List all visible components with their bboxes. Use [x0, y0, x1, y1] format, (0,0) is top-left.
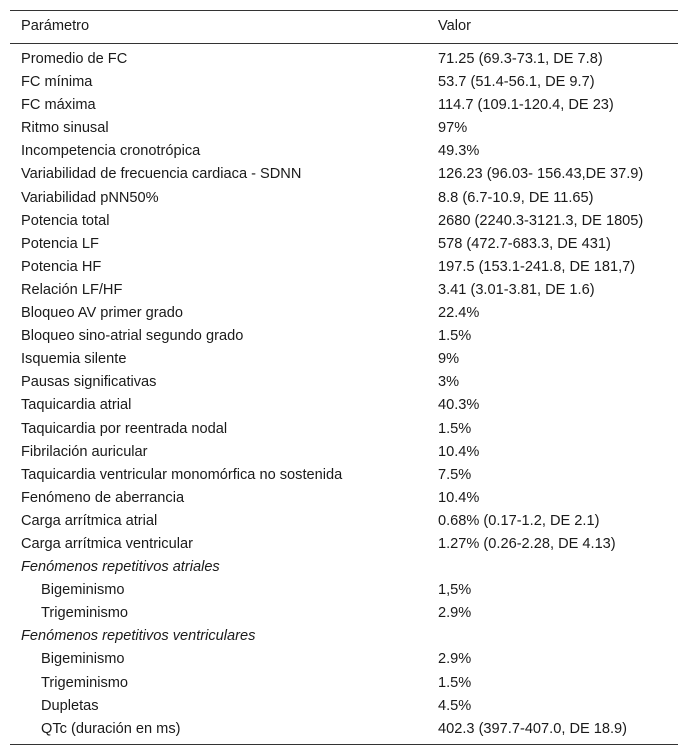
- parameter-cell: Ritmo sinusal: [21, 120, 109, 137]
- parameter-cell: Pausas significativas: [21, 374, 157, 391]
- parameter-cell: Taquicardia por reentrada nodal: [21, 420, 228, 437]
- value-cell: 2680 (2240.3-3121.3, DE 1805): [438, 212, 644, 229]
- value-cell: [438, 556, 678, 579]
- table-row: [10, 695, 678, 718]
- value-cell: 22.4%: [438, 305, 480, 322]
- value-cell: 0.68% (0.17-1.2, DE 2.1): [438, 512, 600, 529]
- header-row: [10, 11, 678, 44]
- parameter-cell: Taquicardia ventricular monomórfica no sostenida: [21, 466, 343, 483]
- value-cell: [438, 625, 678, 648]
- table-body: [10, 44, 678, 745]
- table-row: [10, 279, 678, 302]
- section-label: Fenómenos repetitivos ventriculares: [21, 628, 256, 645]
- section-label: Fenómenos repetitivos atriales: [21, 559, 220, 576]
- section-row: [10, 556, 678, 579]
- parameter-cell: FC mínima: [21, 74, 93, 91]
- parameter-cell: Bigeminismo: [41, 651, 125, 668]
- table-row: [10, 648, 678, 671]
- table-row: [10, 140, 678, 163]
- table-row: [10, 94, 678, 117]
- section-row: [10, 625, 678, 648]
- value-cell: 1.5%: [438, 420, 472, 437]
- value-cell: 1.27% (0.26-2.28, DE 4.13): [438, 535, 616, 552]
- table-row: [10, 672, 678, 695]
- value-cell: 126.23 (96.03- 156.43,DE 37.9): [438, 166, 644, 183]
- table-row: [10, 71, 678, 94]
- value-cell: 1.5%: [438, 674, 472, 691]
- table-row: [10, 394, 678, 417]
- table-row: [10, 348, 678, 371]
- value-cell: 578 (472.7-683.3, DE 431): [438, 235, 611, 252]
- table-row: [10, 44, 678, 72]
- table-row: [10, 163, 678, 186]
- parameter-cell: Carga arrítmica atrial: [21, 512, 158, 529]
- table-header: [10, 11, 678, 44]
- value-cell: 9%: [438, 351, 460, 368]
- parameter-cell: Variabilidad de frecuencia cardiaca - SDNN: [21, 166, 302, 183]
- table-row: [10, 579, 678, 602]
- header-parametro: Parámetro: [21, 18, 90, 35]
- table-row: [10, 533, 678, 556]
- parameter-cell: Trigeminismo: [41, 605, 129, 622]
- table-row: [10, 602, 678, 625]
- value-cell: 53.7 (51.4-56.1, DE 9.7): [438, 74, 595, 91]
- value-cell: 1.5%: [438, 328, 472, 345]
- parameter-cell: Bloqueo AV primer grado: [21, 305, 183, 322]
- parameter-cell: Incompetencia cronotrópica: [21, 143, 201, 160]
- parameter-cell: Potencia LF: [21, 235, 99, 252]
- parameter-cell: Taquicardia atrial: [21, 397, 132, 414]
- parameter-cell: Fibrilación auricular: [21, 443, 148, 460]
- parameter-cell: Carga arrítmica ventricular: [21, 535, 193, 552]
- value-cell: 8.8 (6.7-10.9, DE 11.65): [438, 189, 594, 206]
- parameter-cell: Trigeminismo: [41, 674, 129, 691]
- table-row: [10, 210, 678, 233]
- value-cell: 197.5 (153.1-241.8, DE 181,7): [438, 258, 636, 275]
- value-cell: 3%: [438, 374, 460, 391]
- value-cell: 10.4%: [438, 443, 480, 460]
- parameter-cell: Isquemia silente: [21, 351, 127, 368]
- parameter-cell: Promedio de FC: [21, 51, 128, 67]
- holter-results-table-container: [10, 10, 678, 745]
- value-cell: 402.3 (397.7-407.0, DE 18.9): [438, 720, 628, 737]
- parameter-cell: FC máxima: [21, 97, 96, 114]
- table-row: [10, 371, 678, 394]
- value-cell: 40.3%: [438, 397, 480, 414]
- parameter-cell: Fenómeno de aberrancia: [21, 489, 185, 506]
- value-cell: 97%: [438, 120, 468, 137]
- table-row: [10, 233, 678, 256]
- table-row: [10, 256, 678, 279]
- parameter-cell: Potencia total: [21, 212, 110, 229]
- value-cell: 114.7 (109.1-120.4, DE 23): [438, 97, 614, 114]
- value-cell: 2.9%: [438, 605, 472, 622]
- value-cell: 7.5%: [438, 466, 472, 483]
- parameter-cell: Variabilidad pNN50%: [21, 189, 159, 206]
- table-row: [10, 325, 678, 348]
- table-row: [10, 418, 678, 441]
- header-valor: Valor: [438, 18, 471, 35]
- table-row: [10, 718, 678, 745]
- table-row: [10, 464, 678, 487]
- parameter-cell: Relación LF/HF: [21, 281, 123, 298]
- value-cell: 3.41 (3.01-3.81, DE 1.6): [438, 281, 595, 298]
- table-row: [10, 487, 678, 510]
- value-cell: 49.3%: [438, 143, 480, 160]
- table-row: [10, 510, 678, 533]
- table-row: [10, 441, 678, 464]
- table-row: [10, 302, 678, 325]
- value-cell: 1,5%: [438, 582, 472, 599]
- parameter-cell: Potencia HF: [21, 258, 102, 275]
- parameter-cell: QTc (duración en ms): [41, 720, 181, 737]
- value-cell: 10.4%: [438, 489, 480, 506]
- value-cell: 2.9%: [438, 651, 472, 668]
- parameter-cell: Bigeminismo: [41, 582, 125, 599]
- table-row: [10, 117, 678, 140]
- parameter-cell: Bloqueo sino-atrial segundo grado: [21, 328, 244, 345]
- parameter-cell: Dupletas: [41, 697, 99, 714]
- value-cell: 4.5%: [438, 697, 472, 714]
- holter-results-table: [10, 10, 678, 745]
- table-row: [10, 187, 678, 210]
- value-cell: 71.25 (69.3-73.1, DE 7.8): [438, 51, 603, 67]
